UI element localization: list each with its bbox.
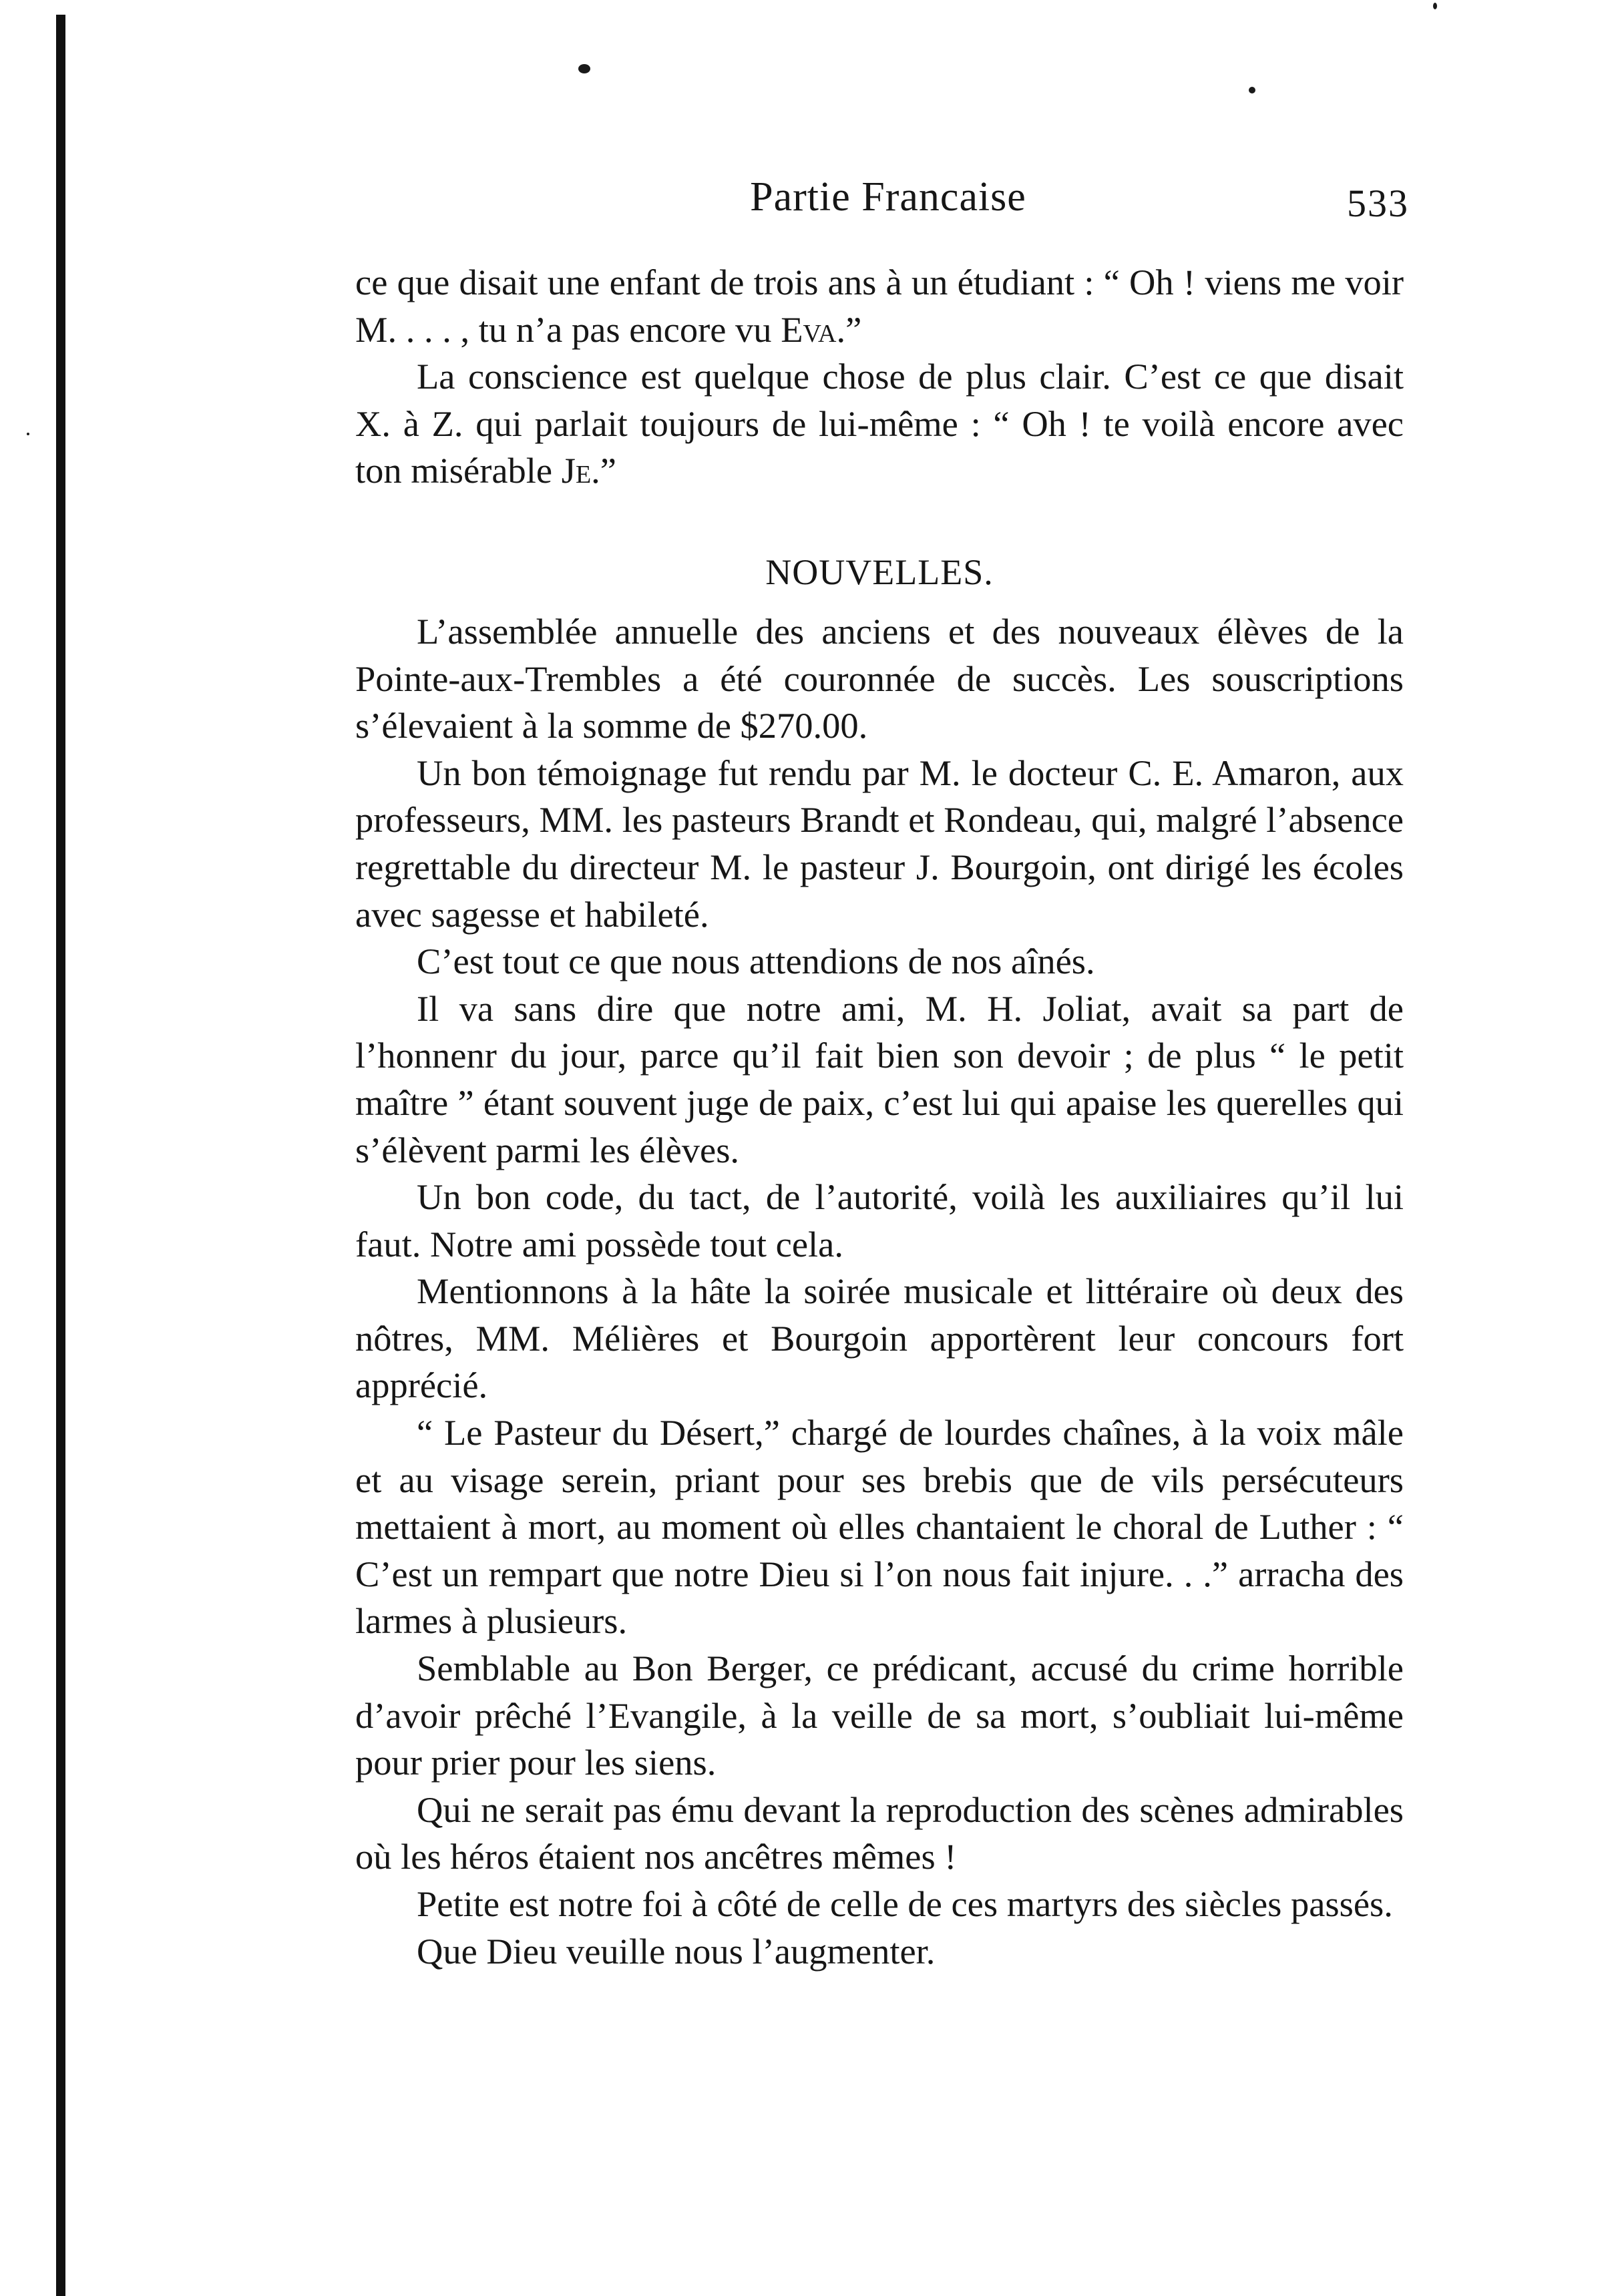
ink-speck — [1433, 3, 1437, 9]
news-paragraph: Un bon code, du tact, de l’autorité, voilà les auxiliaires qu’il lui faut. Notre ami possède tout cela. — [355, 1176, 1404, 1265]
small-caps-name: Eva. — [781, 308, 846, 350]
news-section — [355, 608, 1404, 1975]
paragraph-text: ce que disait une enfant de trois ans à un étudiant : “ Oh ! viens me voir M. . . . , tu n’a pas encore vu — [355, 262, 1404, 350]
ink-speck — [27, 433, 29, 435]
page-binding-edge — [56, 15, 65, 2296]
news-paragraph: C’est tout ce que nous attendions de nos aînés. — [417, 941, 1095, 982]
running-head-title: Partie Francaise — [750, 174, 1026, 220]
section-heading: NOUVELLES. — [765, 551, 994, 592]
page-number: 533 — [1347, 182, 1409, 225]
news-paragraph: Petite est notre foi à côté de celle de ces martyrs des siècles passés. — [417, 1883, 1393, 1924]
ink-speck — [578, 64, 590, 73]
news-paragraph: Que Dieu veuille nous l’augmenter. — [417, 1930, 936, 1972]
running-head — [0, 167, 1608, 227]
paragraph-text: La conscience est quelque chose de plus clair. C’est ce que disait X. à Z. qui parlait toujours de lui-même : “ Oh ! te voilà encore avec ton misérable — [355, 356, 1404, 491]
news-paragraph: Un bon témoignage fut rendu par M. le docteur C. E. Amaron, aux professeurs, MM. les pasteurs Brandt et Rondeau, qui, malgré l’absence regrettable du directeur M. le pasteur J. Bourgoin, ont dirigé les écoles avec sagesse et habileté. — [355, 752, 1404, 935]
closing-quote: ” — [600, 450, 616, 491]
news-paragraph: “ Le Pasteur du Désert,” chargé de lourdes chaînes, à la voix mâle et au visage serein, priant pour ses brebis que de vils persécuteurs mettaient à mort, au moment où elles chantaient le choral de Luther : “ C’est un rempart que notre Dieu si l’on nous fait injure. . .” arracha des larmes à plusieurs. — [355, 1412, 1404, 1642]
news-paragraph: Qui ne serait pas ému devant la reproduction des scènes admirables où les héros étaient nos ancêtres mêmes ! — [355, 1789, 1404, 1877]
small-caps-word: Je. — [561, 450, 600, 491]
continued-paragraph — [355, 259, 1404, 353]
closing-quote: ” — [845, 308, 862, 350]
paragraph — [355, 353, 1404, 495]
news-paragraph: Il va sans dire que notre ami, M. H. Joliat, avait sa part de l’honnenr du jour, parce qu’il fait bien son devoir ; de plus “ le petit maître ” étant souvent juge de paix, c’est lui qui apaise les querelles qui s’élèvent parmi les élèves. — [355, 987, 1404, 1170]
news-paragraph: L’assemblée annuelle des anciens et des nouveaux élèves de la Pointe-aux-Trembles a été couronnée de succès. Les souscriptions s’élevaient à la somme de $270.00. — [355, 610, 1404, 746]
news-paragraph: Mentionnons à la hâte la soirée musicale et littéraire où deux des nôtres, MM. Mélières et Bourgoin apportèrent leur concours fort apprécié. — [355, 1271, 1404, 1406]
ink-speck — [1249, 87, 1255, 93]
news-paragraph: Semblable au Bon Berger, ce prédicant, accusé du crime horrible d’avoir prêché l’Evangile, à la veille de sa mort, s’oubliait lui-même pour prier pour les siens. — [355, 1648, 1404, 1783]
page-body — [355, 259, 1404, 1975]
